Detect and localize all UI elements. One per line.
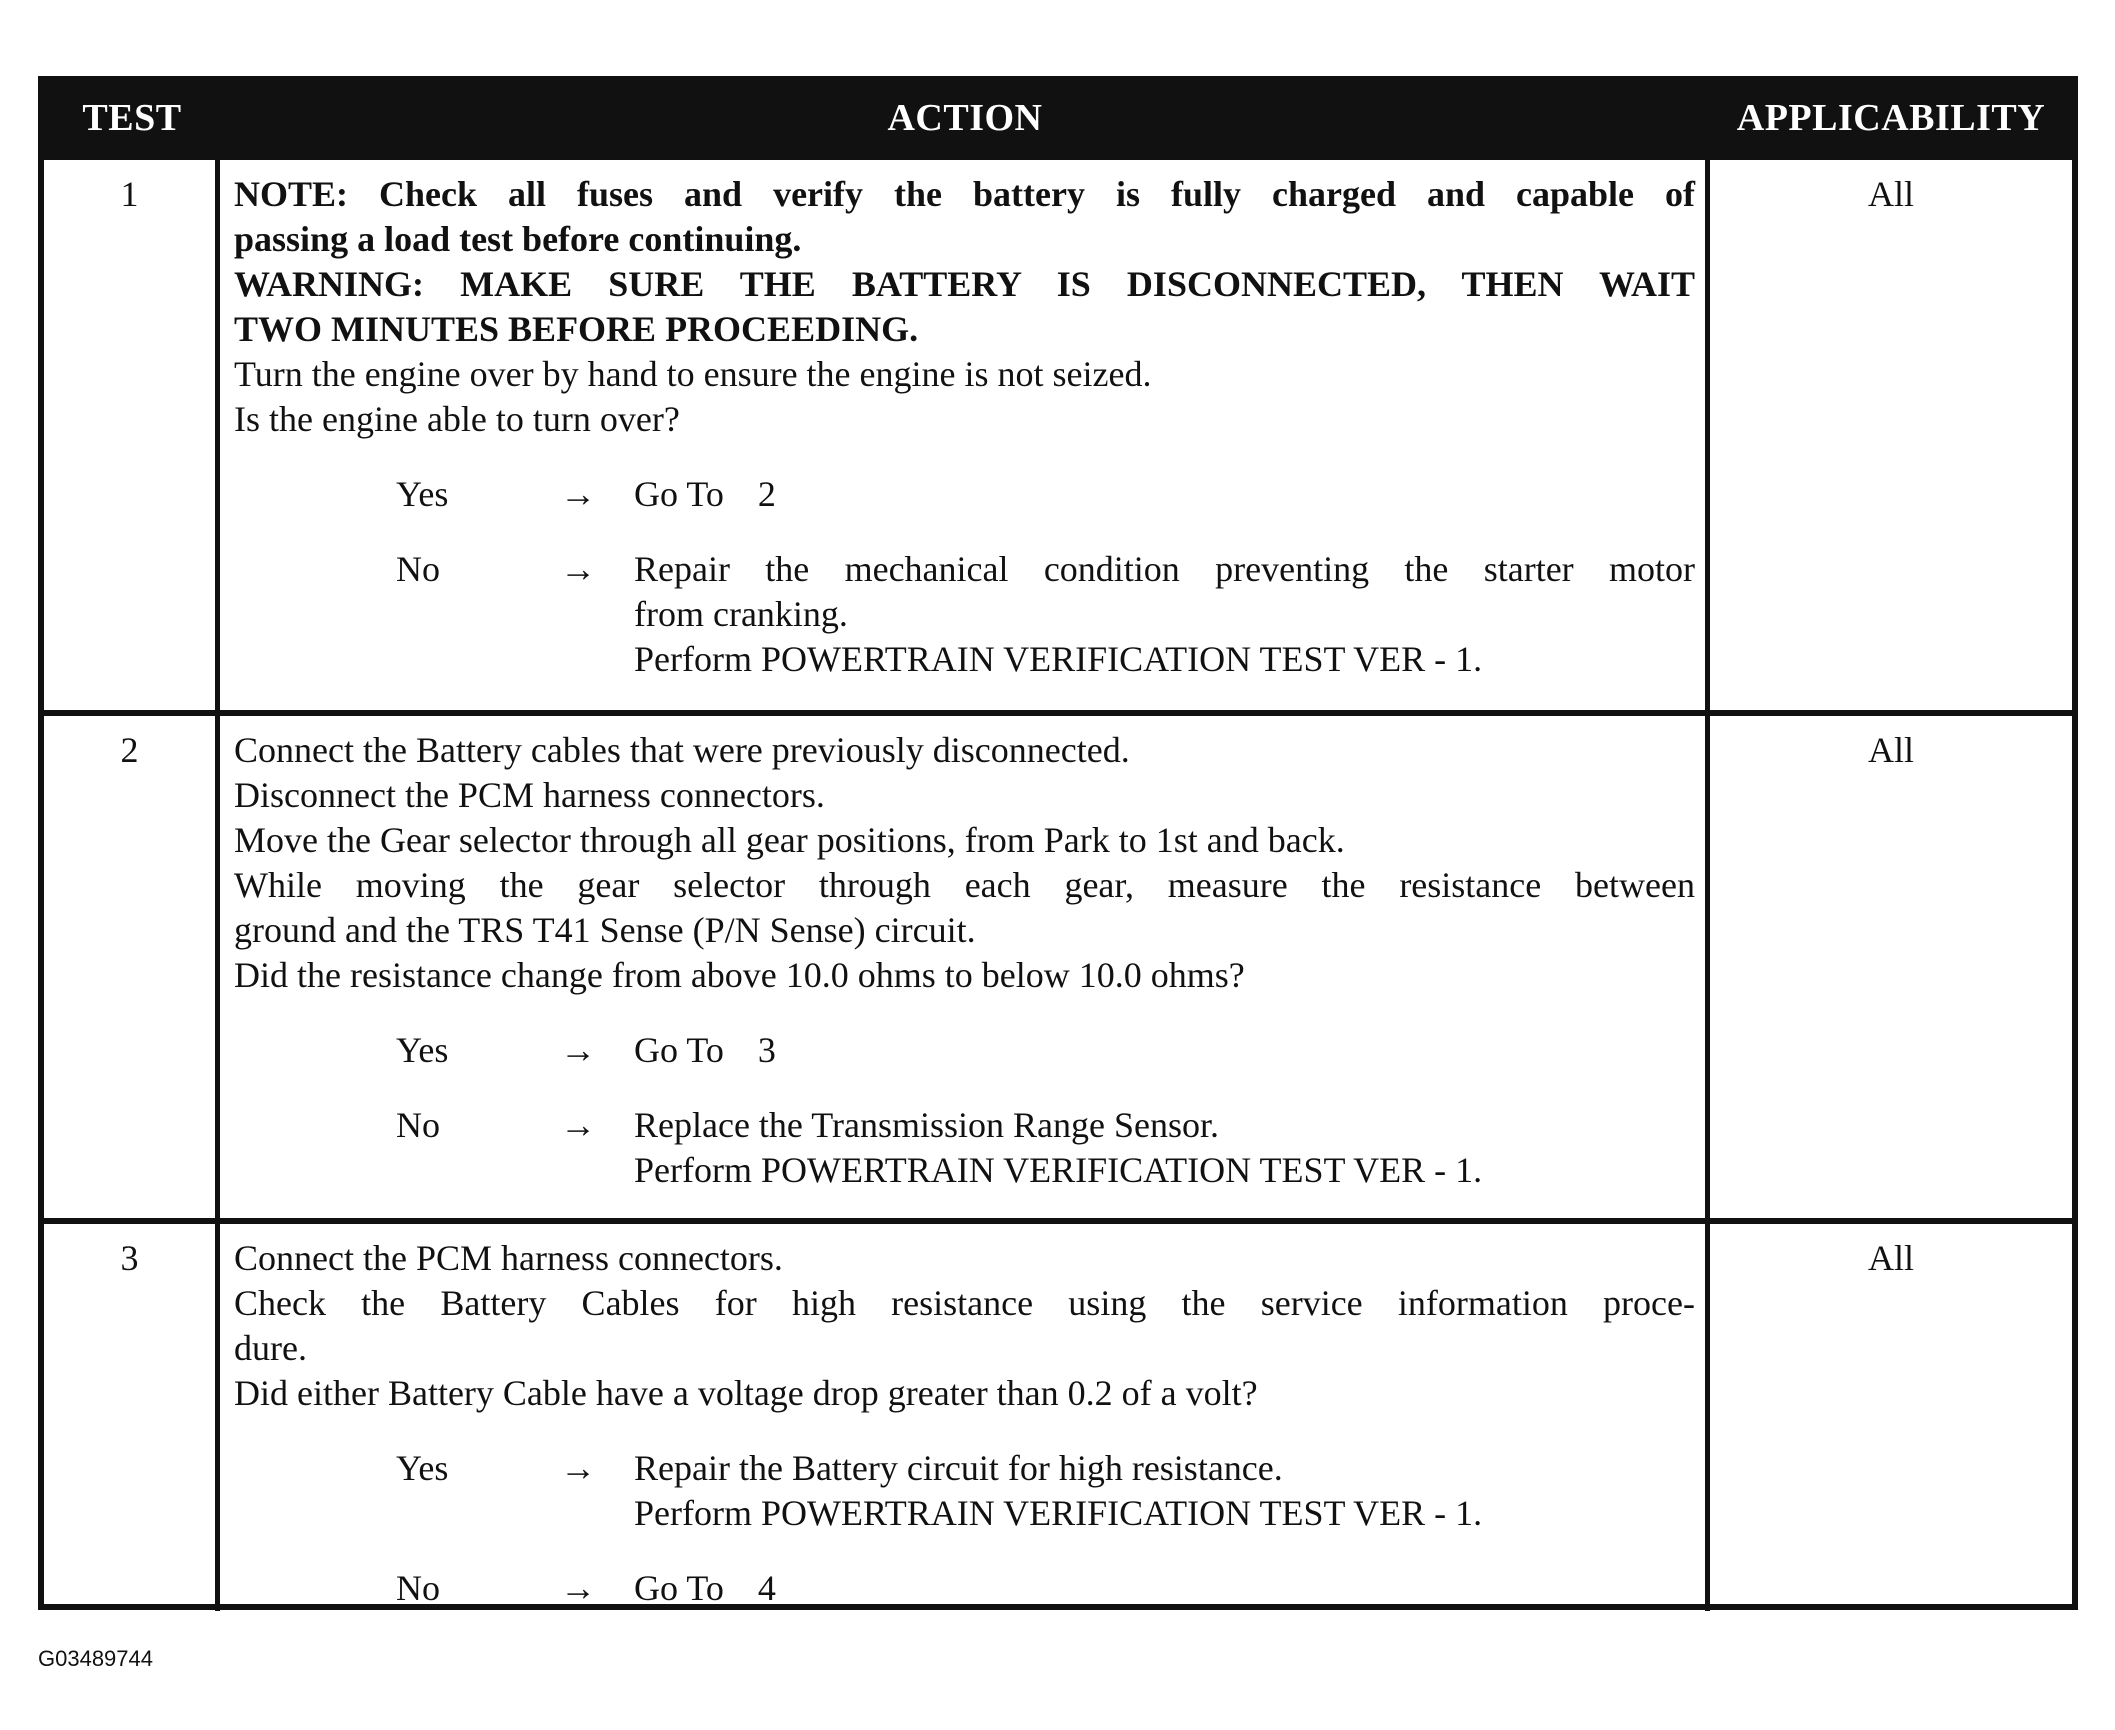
arrow-icon: →	[560, 1448, 596, 1488]
test-number-2: 2	[44, 710, 220, 1218]
warning-line: TWO MINUTES BEFORE PROCEEDING.	[234, 309, 919, 349]
goto-number: 3	[757, 1030, 776, 1070]
yes-label: Yes	[396, 1448, 449, 1488]
yes-label: Yes	[396, 1030, 449, 1070]
goto-number: 2	[757, 474, 776, 514]
branch-result	[634, 1566, 1695, 1611]
action-cell-2	[220, 710, 1710, 1218]
action-text-line: dure.	[234, 1328, 307, 1368]
test-number-1: 1	[44, 154, 220, 710]
branch-yes	[396, 472, 1695, 517]
branch-list	[234, 1028, 1695, 1193]
action-cell-3	[220, 1218, 1710, 1611]
no-label: No	[396, 1105, 440, 1145]
action-text-line: ground and the TRS T41 Sense (P/N Sense) circuit.	[234, 910, 976, 950]
action-text-line: Check the Battery Cables for high resistance using the service information proce-	[234, 1283, 1695, 1323]
result-line: from cranking.	[634, 594, 848, 634]
header-action: ACTION	[220, 82, 1710, 154]
action-text-line: Disconnect the PCM harness connectors.	[234, 775, 825, 815]
branch-no	[396, 547, 1695, 682]
branch-result	[634, 1103, 1695, 1193]
applicability-3: All	[1710, 1218, 2072, 1611]
branch-yes	[396, 1028, 1695, 1073]
branch-result	[634, 1446, 1695, 1536]
figure-id: G03489744	[38, 1646, 153, 1671]
result-line: Replace the Transmission Range Sensor.	[634, 1105, 1219, 1145]
result-line: Perform POWERTRAIN VERIFICATION TEST VER - 1.	[634, 1493, 1483, 1533]
action-text-line: Did the resistance change from above 10.0 ohms to below 10.0 ohms?	[234, 955, 1245, 995]
warning-line: WARNING: MAKE SURE THE BATTERY IS DISCONNECTED, THEN WAIT	[234, 264, 1695, 304]
goto-number: 4	[757, 1568, 776, 1608]
arrow-icon: →	[560, 1568, 596, 1608]
action-text-line: Did either Battery Cable have a voltage drop greater than 0.2 of a volt?	[234, 1373, 1258, 1413]
arrow-icon: →	[560, 1030, 596, 1070]
branch-result	[634, 472, 1695, 517]
arrow-icon: →	[560, 474, 596, 514]
branch-list	[234, 472, 1695, 682]
note-line: passing a load test before continuing.	[234, 219, 802, 259]
diagnostic-test-table	[38, 76, 2078, 1610]
result-line: Perform POWERTRAIN VERIFICATION TEST VER - 1.	[634, 639, 1483, 679]
header-test: TEST	[44, 82, 220, 154]
action-text-line: Connect the PCM harness connectors.	[234, 1238, 783, 1278]
header-applicability: APPLICABILITY	[1710, 82, 2072, 154]
goto-text: Go To	[634, 1568, 724, 1608]
branch-no	[396, 1103, 1695, 1193]
action-text-line: While moving the gear selector through each gear, measure the resistance between	[234, 865, 1695, 905]
no-label: No	[396, 549, 440, 589]
applicability-2: All	[1710, 710, 2072, 1218]
note-line: NOTE: Check all fuses and verify the battery is fully charged and capable of	[234, 174, 1695, 214]
applicability-1: All	[1710, 154, 2072, 710]
branch-no	[396, 1566, 1695, 1611]
result-line: Repair the mechanical condition preventing the starter motor	[634, 549, 1695, 589]
action-cell-1	[220, 154, 1710, 710]
result-line: Repair the Battery circuit for high resistance.	[634, 1448, 1283, 1488]
yes-label: Yes	[396, 474, 449, 514]
branch-result	[634, 547, 1695, 682]
action-text-line: Is the engine able to turn over?	[234, 399, 680, 439]
arrow-icon: →	[560, 549, 596, 589]
action-text-line: Turn the engine over by hand to ensure the engine is not seized.	[234, 354, 1152, 394]
branch-yes	[396, 1446, 1695, 1536]
action-text-line: Move the Gear selector through all gear positions, from Park to 1st and back.	[234, 820, 1345, 860]
goto-text: Go To	[634, 1030, 724, 1070]
action-text-line: Connect the Battery cables that were previously disconnected.	[234, 730, 1130, 770]
branch-result	[634, 1028, 1695, 1073]
no-label: No	[396, 1568, 440, 1608]
branch-list	[234, 1446, 1695, 1611]
test-number-3: 3	[44, 1218, 220, 1611]
goto-text: Go To	[634, 474, 724, 514]
result-line: Perform POWERTRAIN VERIFICATION TEST VER - 1.	[634, 1150, 1483, 1190]
arrow-icon: →	[560, 1105, 596, 1145]
